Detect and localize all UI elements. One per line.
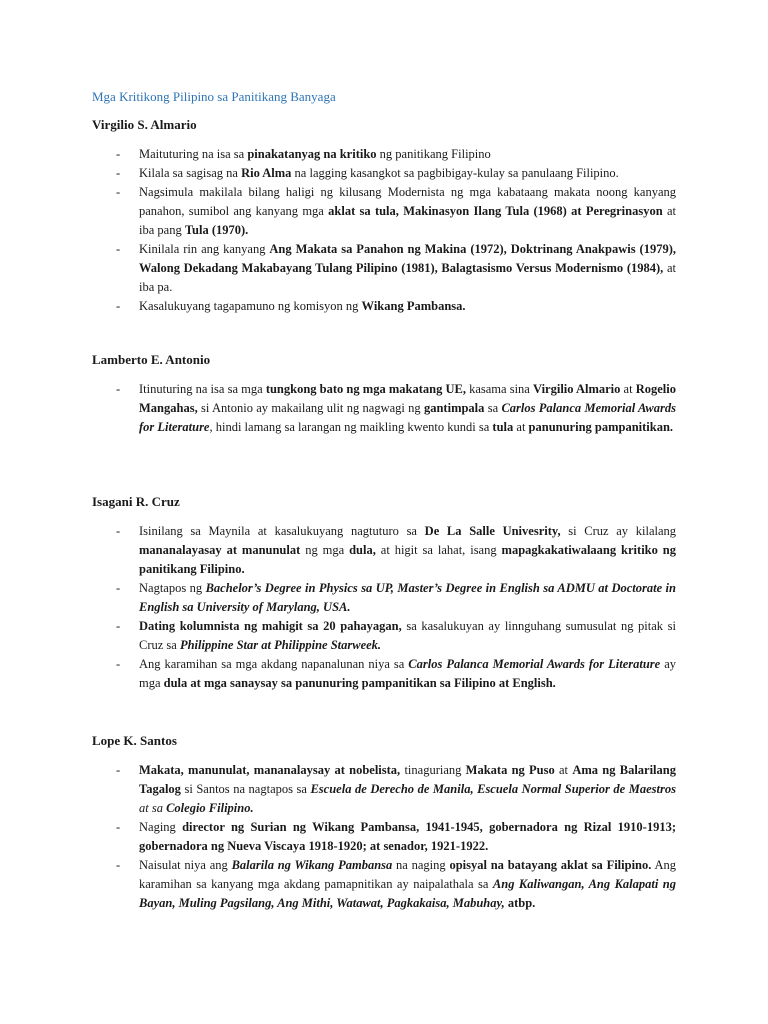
critic-section-antonio [92,352,676,437]
text-run: at [554,763,573,777]
text-run: director ng Surian ng Wikang Pambansa, 1941-1945, gobernadora ng Rizal 1910-1913; gobernadora ng Nueva Viscaya 1918-1920; at senador, 1921-1922. [139,820,676,853]
text-run: Wikang Pambansa. [361,299,466,313]
bullet-item [92,655,676,693]
text-run: at [513,420,529,434]
text-run: aklat sa tula, Makinasyon Ilang Tula (1968) at Peregrinasyon [328,204,663,218]
text-run: ng mga [300,543,350,557]
text-run: at iba pa. [139,261,676,294]
bullet-item [92,579,676,617]
text-run: Maituturing na isa sa [139,147,248,161]
text-run: pinakatanyag na kritiko [247,147,377,161]
bullet-item [92,380,676,437]
bullet-list [92,522,676,693]
text-run: mapagkakatiwalaang kritiko ng panitikang Filipino. [139,543,676,576]
bullet-item [92,145,676,164]
text-run: Makata, manunulat, mananalaysay at nobelista, [139,763,401,777]
text-run: dula, [349,543,376,557]
text-run: ay mga [139,657,676,690]
bullet-list [92,761,676,913]
text-run: ng panitikang Filipino [376,147,491,161]
text-run: Ang karamihan sa kanyang mga akdang pamapnitikan ay naipalathala sa [139,858,676,891]
document-title: Mga Kritikong Pilipino sa Panitikang Banyaga [92,89,336,104]
critic-section-cruz [92,494,676,693]
text-run: Escuela de Derecho de Manila, Escuela Normal Superior de Maestros [310,782,676,796]
text-run: at sa [139,801,167,815]
text-run: tula [492,420,514,434]
critic-section-santos [92,733,676,913]
bullet-item [92,818,676,856]
critic-name: Virgilio S. Almario [92,117,197,132]
text-run: na lagging kasangkot sa pagbibigay-kulay sa panulaang Filipino. [291,166,619,180]
bullet-item [92,240,676,297]
bullet-item [92,856,676,913]
text-run: Makata ng Puso [465,763,555,777]
text-run: Nagtapos ng [139,581,206,595]
text-run: Kinilala rin ang kanyang [139,242,270,256]
text-run: , hindi lamang sa larangan ng maikling kwento kundi sa [209,420,493,434]
bullet-item [92,761,676,818]
text-run: opisyal na batayang aklat sa Filipino. [449,858,652,872]
text-run: Isinilang sa Maynila at kasalukuyang nagtuturo sa [139,524,425,538]
text-run: mananalayasay at manunulat [139,543,301,557]
text-run: kasama sina [465,382,534,396]
critic-name: Lamberto E. Antonio [92,352,211,367]
text-run: Nagsimula makilala bilang haligi ng kilusang Modernista ng mga kabataang makata noong kanyang panahon, sumibol ang kanyang mga [139,185,676,218]
text-run: na naging [392,858,450,872]
text-run: Naisulat niya ang [139,858,232,872]
text-run: atbp. [504,896,536,910]
critic-name: Isagani R. Cruz [92,494,180,509]
text-run: Bachelor’s Degree in Physics sa UP, Master’s Degree in English sa ADMU at Doctorate in English sa University of Marylang, USA. [139,581,676,614]
text-run: Philippine Star at Philippine Starweek. [179,638,382,652]
text-run: tungkong bato ng mga makatang UE, [265,382,466,396]
text-run: at higit sa lahat, isang [375,543,502,557]
text-run: Ama ng Balarilang Tagalog [139,763,676,796]
text-run: Dating kolumnista ng mahigit sa 20 pahayagan, [139,619,402,633]
text-run: dula at mga sanaysay sa panunuring pampanitikan sa Filipino at English. [163,676,556,690]
text-run: Rio Alma [241,166,292,180]
bullet-item [92,164,676,183]
text-run: si Antonio ay makailang ulit ng nagwagi ng [197,401,424,415]
text-run: Ang Makata sa Panahon ng Makina (1972), Doktrinang Anakpawis (1979), Walong Dekadang Makabayang Tulang Pilipino (1981), Balagtasismo Versus Modernismo (1984), [139,242,676,275]
text-run: tinaguriang [400,763,466,777]
text-run: sa kasalukuyan ay linnguhang sumusulat ng pitak si Cruz sa [139,619,676,652]
text-run: Rogelio Mangahas, [139,382,676,415]
critic-section-almario [92,117,676,316]
bullet-item [92,183,676,240]
text-run: Kilala sa sagisag na [139,166,242,180]
text-run: panunuring pampanitikan. [528,420,674,434]
text-run: Virgilio Almario [533,382,621,396]
bullet-item [92,522,676,579]
bullet-item [92,617,676,655]
text-run: Ang karamihan sa mga akdang napanalunan niya sa [139,657,409,671]
text-run: Itinuturing na isa sa mga [139,382,266,396]
text-run: Balarila ng Wikang Pambansa [231,858,393,872]
bullet-item [92,297,676,316]
text-run: gantimpala [423,401,485,415]
critic-name: Lope K. Santos [92,733,177,748]
text-run: Ang Kaliwangan, Ang Kalapati ng Bayan, Muling Pagsilang, Ang Mithi, Watawat, Pagkakaisa, Mabuhay, [139,877,676,910]
text-run: Carlos Palanca Memorial Awards for Literature [408,657,661,671]
text-run: Kasalukuyang tagapamuno ng komisyon ng [139,299,362,313]
text-run: Tula (1970). [184,223,249,237]
text-run: sa [484,401,502,415]
text-run: at iba pang [139,204,677,237]
text-run: si Santos na nagtapos sa [180,782,311,796]
bullet-list [92,145,676,316]
text-run: Naging [139,820,183,834]
bullet-list [92,380,676,437]
text-run: Carlos Palanca Memorial Awards for Literature [139,401,676,434]
text-run: si Cruz ay kilalang [560,524,677,538]
text-run: Colegio Filipino. [166,801,254,815]
text-run: De La Salle Univesrity, [424,524,561,538]
text-run: at [620,382,636,396]
